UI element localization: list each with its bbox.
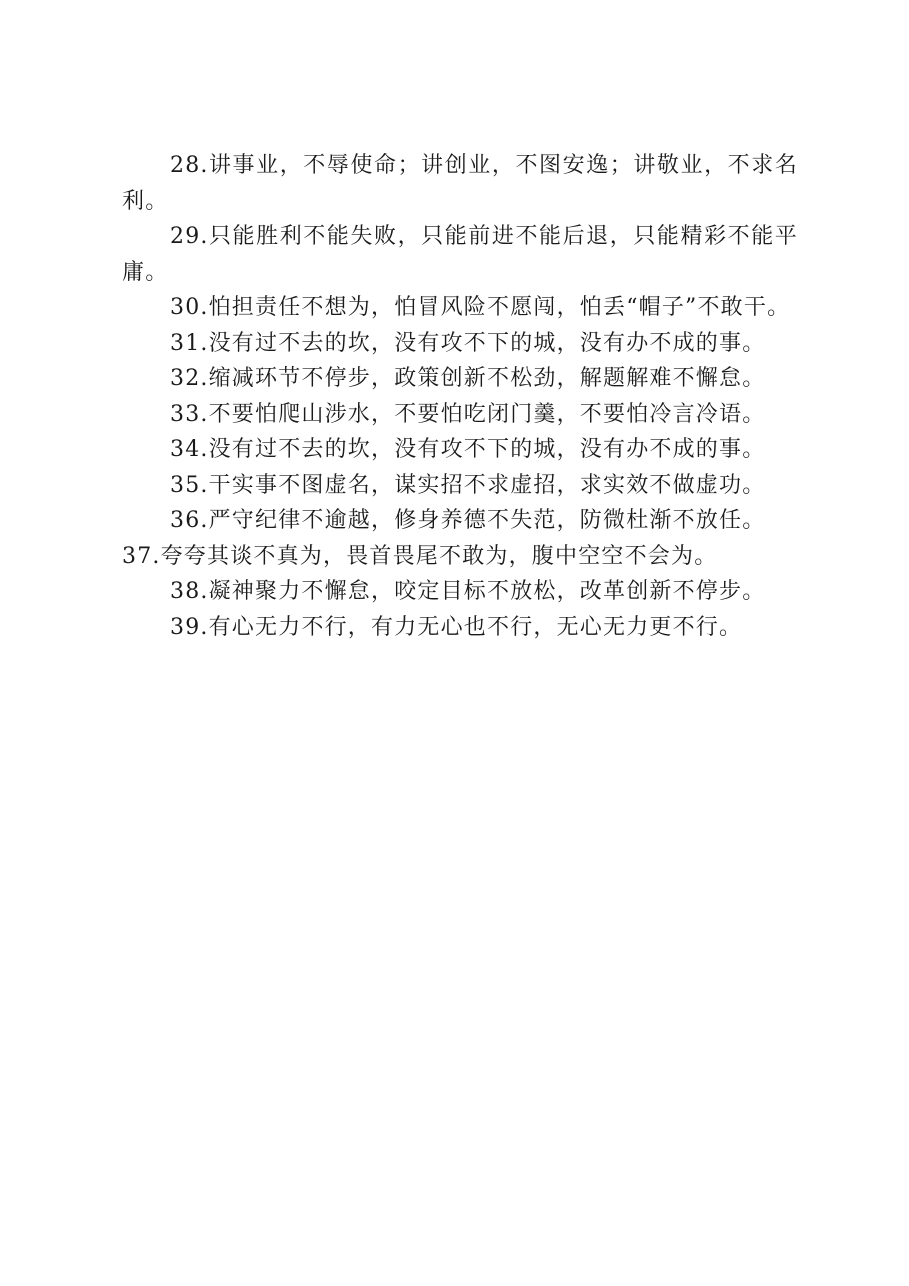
paragraph-39: 39.有心无力不行，有力无心也不行，无心无力更不行。 [170,614,743,640]
paragraph-30: 30.怕担责任不想为，怕冒风险不愿闯，怕丢“帽子”不敢干。 [170,295,791,320]
paragraph-31: 31.没有过不去的坎，没有攻不下的城，没有办不成的事。 [170,330,766,356]
paragraph-38: 38.凝神聚力不懈怠，咬定目标不放松，改革创新不停步。 [170,579,766,604]
paragraph-37: 37.夸夸其谈不真为，畏首畏尾不敢为，腹中空空不会为。 [122,543,718,569]
paragraph-33: 33.不要怕爬山涉水，不要怕吃闭门羹，不要怕冷言冷语。 [170,401,766,427]
paragraph-34: 34.没有过不去的坎，没有攻不下的城，没有办不成的事。 [170,437,766,462]
paragraph-35: 35.干实事不图虚名，谋实招不求虚招，求实效不做虚功。 [170,472,766,498]
paragraph-32: 32.缩减环节不停步，政策创新不松劲，解题解难不懈怠。 [170,366,766,391]
paragraph-28: 28.讲事业，不辱使命；讲创业，不图安逸；讲敬业，不求名利。 [122,153,798,214]
paragraph-36: 36.严守纪律不逾越，修身养德不失范，防微杜渐不放任。 [170,508,766,533]
paragraph-29: 29.只能胜利不能失败，只能前进不能后退，只能精彩不能平庸。 [122,224,798,285]
document-body [122,148,798,645]
